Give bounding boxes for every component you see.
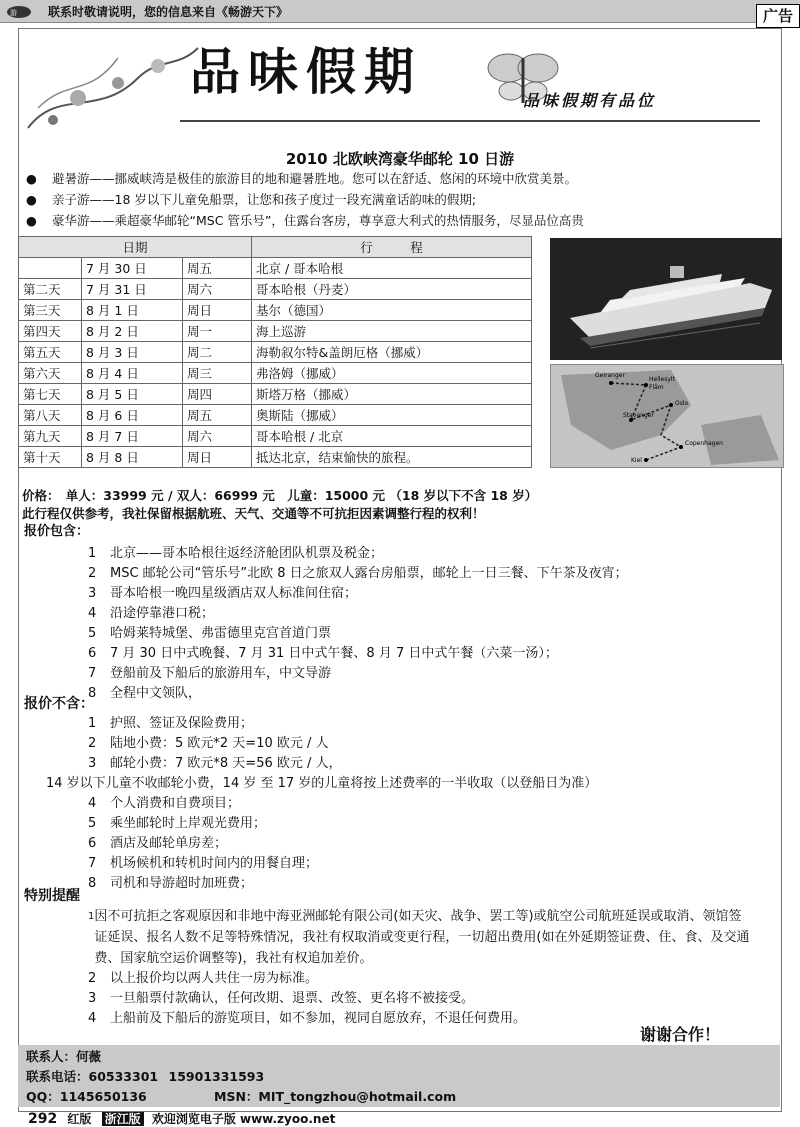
cell-day: 第四天	[19, 321, 82, 342]
cell-date: 8 月 6 日	[82, 405, 183, 426]
source-notice: 联系时敬请说明，您的信息来自《畅游天下》	[48, 5, 289, 19]
map-label: Stavanger	[623, 412, 654, 419]
map-label: Geiranger	[595, 372, 625, 379]
cell-weekday: 周日	[183, 447, 252, 468]
list-item-text: 一旦船票付款确认，任何改期、退票、改签、更名将不被接受。	[110, 991, 475, 1006]
banner-slogan: 品味假期有品位	[523, 91, 657, 110]
table-row	[19, 279, 532, 300]
bullet-text: 避暑游——挪威峡湾是极佳的旅游目的地和避暑胜地。您可以在舒适、悠闲的环境中欣赏美景。	[52, 171, 578, 186]
bullet-item	[26, 210, 584, 231]
bullet-icon: ●	[26, 171, 37, 186]
bullet-text: 亲子游——18 岁以下儿童免船票，让您和孩子度过一段充满童话韵味的假期;	[52, 192, 477, 207]
price-line: 价格： 单人：33999 元 / 双人：66999 元 儿童：15000 元 （18 岁以下不含 18 岁）	[22, 488, 538, 503]
list-item-text: 酒店及邮轮单房差；	[110, 836, 228, 851]
cell-weekday: 周日	[183, 300, 252, 321]
magazine-logo-icon	[6, 3, 32, 19]
bullet-icon: ●	[26, 192, 37, 207]
mobile-number: 15901331593	[168, 1069, 265, 1084]
cell-route: 抵达北京，结束愉快的旅程。	[252, 447, 532, 468]
list-item-text: 7 月 30 日中式晚餐、7 月 31 日中式午餐、8 月 7 日中式午餐（六菜一汤）；	[110, 646, 558, 661]
tour-headline: 2010 北欧峡湾豪华邮轮 10 日游	[285, 150, 515, 168]
highlight-bullets	[26, 168, 584, 231]
cell-day: 第八天	[19, 405, 82, 426]
cell-day: 第五天	[19, 342, 82, 363]
list-item: 5 哈姆莱特城堡、弗雷德里克宫首道门票	[88, 624, 628, 644]
cell-route: 哥本哈根（丹麦）	[252, 279, 532, 300]
excluded-heading: 报价不含：	[24, 696, 94, 712]
price-disclaimer: 此行程仅供参考，我社保留根据航班、天气、交通等不可抗拒因素调整行程的权利！	[22, 506, 485, 521]
cell-route: 弗洛姆（挪威）	[252, 363, 532, 384]
list-item: 3 哥本哈根一晚四星级酒店双人标准间住宿；	[88, 584, 628, 604]
cell-day: 第六天	[19, 363, 82, 384]
notice-heading: 特别提醒	[24, 888, 80, 904]
list-item: 2 以上报价均以两人共住一房为标准。	[88, 969, 754, 989]
table-row	[19, 363, 532, 384]
cell-day: 第九天	[19, 426, 82, 447]
table-row	[19, 384, 532, 405]
list-item: 6 酒店及邮轮单房差；	[88, 834, 597, 854]
list-item: 2 陆地小费：5 欧元*2 天=10 欧元 / 人	[88, 734, 597, 754]
cell-weekday: 周二	[183, 342, 252, 363]
list-item-text: 以上报价均以两人共住一房为标准。	[110, 971, 319, 986]
cell-route: 奥斯陆（挪威）	[252, 405, 532, 426]
list-item-text: 哥本哈根一晚四星级酒店双人标准间住宿；	[110, 586, 358, 601]
phone-number: 60533301	[88, 1069, 159, 1084]
cell-date: 8 月 2 日	[82, 321, 183, 342]
cell-day: 第十天	[19, 447, 82, 468]
list-item-text: 邮轮小费：7 欧元*8 天=56 欧元 / 人，	[110, 756, 342, 771]
contact-phone-row	[18, 1067, 780, 1087]
list-item: 1 北京——哥本哈根往返经济舱团队机票及税金；	[88, 544, 628, 564]
list-item-text: 全程中文领队，	[110, 686, 202, 701]
list-item: 8 司机和导游超时加班费；	[88, 874, 597, 894]
table-row	[19, 258, 532, 279]
list-item: 5 乘坐邮轮时上岸观光费用；	[88, 814, 597, 834]
table-row	[19, 342, 532, 363]
list-item-text: 沿途停靠港口税；	[110, 606, 215, 621]
cell-day	[19, 258, 82, 279]
cell-date: 7 月 31 日	[82, 279, 183, 300]
cruise-ship-photo	[550, 238, 782, 360]
svg-text:游: 游	[10, 9, 17, 17]
route-map-icon	[551, 365, 783, 467]
table-header	[19, 237, 532, 258]
cell-date: 8 月 7 日	[82, 426, 183, 447]
cell-weekday: 周三	[183, 363, 252, 384]
bullet-item	[26, 189, 584, 210]
cruise-ship-icon	[550, 238, 782, 360]
map-label: Flåm	[649, 384, 664, 391]
table-row	[19, 426, 532, 447]
route-map	[550, 364, 784, 468]
ad-tag: 广告	[756, 4, 800, 28]
list-item-text: 护照、签证及保险费用；	[110, 716, 254, 731]
included-heading: 报价包含：	[24, 524, 90, 539]
included-section	[24, 522, 628, 704]
table-row	[19, 447, 532, 468]
list-item-text: 司机和导游超时加班费；	[110, 876, 254, 891]
msn-address: MSN：MIT_tongzhou@hotmail.com	[214, 1089, 457, 1104]
cell-route: 海勒叙尔特&盖朗厄格（挪威）	[252, 342, 532, 363]
excluded-section	[24, 694, 597, 894]
list-item: 4 上船前及下船后的游览项目，如不参加，视同自愿放弃，不退任何费用。	[88, 1009, 754, 1029]
cell-weekday: 周四	[183, 384, 252, 405]
cell-route: 基尔（德国）	[252, 300, 532, 321]
cell-weekday: 周五	[183, 405, 252, 426]
header-route: 行 程	[252, 237, 532, 258]
cell-route: 斯塔万格（挪威）	[252, 384, 532, 405]
list-item-text: 因不可抗拒之客观原因和非地中海亚洲邮轮有限公司(如天灾、战争、罢工等)或航空公司航班延误或取消、领馆签证延误、报名人数不足等特殊情况，我社有权取消或变更行程，一切超出费用(如在外延期签证费、住、食、及交通费、国家航空运价调整等)，我社有权追加差价。	[94, 909, 750, 966]
cell-day: 第七天	[19, 384, 82, 405]
banner-divider	[180, 120, 760, 122]
list-item-text: 乘坐邮轮时上岸观光费用；	[110, 816, 267, 831]
list-item: 4 沿途停靠港口税；	[88, 604, 628, 624]
itinerary-table	[18, 236, 532, 468]
bullet-icon: ●	[26, 213, 37, 228]
cell-route: 海上巡游	[252, 321, 532, 342]
top-bar	[0, 0, 800, 23]
cell-day: 第二天	[19, 279, 82, 300]
phone-label: 联系电话：	[26, 1069, 89, 1084]
qq-number: QQ：1145650136	[26, 1089, 147, 1104]
contact-im-row	[18, 1087, 780, 1107]
list-item: 1 因不可抗拒之客观原因和非地中海亚洲邮轮有限公司(如天灾、战争、罢工等)或航空公司航班延误或取消、领馆签证延误、报名人数不足等特殊情况，我社有权取消或变更行程，一切超出费用(如在外延期签证费、住、食、及交通费、国家航空运价调整等)，我社有权追加差价。	[88, 906, 754, 969]
list-item-text: 个人消费和自费项目；	[110, 796, 241, 811]
cell-weekday: 周六	[183, 426, 252, 447]
notice-section	[24, 886, 754, 1029]
list-item: 1 护照、签证及保险费用；	[88, 714, 597, 734]
cell-route: 哥本哈根 / 北京	[252, 426, 532, 447]
list-item-text: 北京——哥本哈根往返经济舱团队机票及税金；	[110, 546, 384, 561]
table-row	[19, 300, 532, 321]
list-item: 3 一旦船票付款确认，任何改期、退票、改签、更名将不被接受。	[88, 989, 754, 1009]
cell-date: 8 月 4 日	[82, 363, 183, 384]
list-item-text: 登船前及下船后的旅游用车，中文导游	[110, 666, 332, 681]
footer-website-text: 欢迎浏览电子版 www.zyoo.net	[151, 1112, 336, 1126]
table-row	[19, 405, 532, 426]
map-label: Hellesylt	[649, 376, 675, 383]
list-item-text: 上船前及下船后的游览项目，如不参加，视同自愿放弃，不退任何费用。	[110, 1011, 527, 1026]
map-label: Oslo	[675, 400, 689, 407]
banner-title: 品味假期	[190, 42, 422, 101]
cell-date: 7 月 30 日	[82, 258, 183, 279]
bullet-text: 豪华游——乘超豪华邮轮“MSC 管乐号”，住露台客房，尊享意大利式的热情服务，尽显品位高贵	[52, 213, 584, 228]
cell-date: 8 月 1 日	[82, 300, 183, 321]
contact-box	[18, 1045, 780, 1107]
edition-label: 红版	[67, 1112, 92, 1126]
list-item-text: 陆地小费：5 欧元*2 天=10 欧元 / 人	[110, 736, 329, 751]
map-label: Copenhagen	[685, 440, 723, 447]
thanks-text: 谢谢合作！	[640, 1025, 721, 1044]
cell-weekday: 周五	[183, 258, 252, 279]
cell-date: 8 月 5 日	[82, 384, 183, 405]
contact-person: 联系人：何薇	[26, 1049, 102, 1064]
cell-weekday: 周一	[183, 321, 252, 342]
price-block	[22, 487, 537, 523]
child-tip-note: 14 岁以下儿童不收邮轮小费，14 岁 至 17 岁的儿童将按上述费率的一半收取（以登船日为准）	[46, 776, 598, 791]
cell-weekday: 周六	[183, 279, 252, 300]
banner	[18, 28, 780, 138]
map-label: Kiel	[631, 457, 642, 464]
list-item: 2 MSC 邮轮公司“管乐号”北欧 8 日之旅双人露台房船票，邮轮上一日三餐、下午茶及夜宵；	[88, 564, 628, 584]
page-number: 292	[28, 1111, 58, 1127]
list-item: 8 全程中文领队，	[88, 684, 628, 704]
list-item: 6 7 月 30 日中式晚餐、7 月 31 日中式午餐、8 月 7 日中式午餐（六菜一汤）；	[88, 644, 628, 664]
list-item: 3 邮轮小费：7 欧元*8 天=56 欧元 / 人，	[88, 754, 597, 774]
page-footer	[18, 1110, 368, 1127]
cell-day: 第三天	[19, 300, 82, 321]
list-item: 7 机场候机和转机时间内的用餐自理；	[88, 854, 597, 874]
header-date: 日期	[19, 237, 252, 258]
cell-date: 8 月 8 日	[82, 447, 183, 468]
bullet-item	[26, 168, 584, 189]
cell-route: 北京 / 哥本哈根	[252, 258, 532, 279]
list-item-text: MSC 邮轮公司“管乐号”北欧 8 日之旅双人露台房船票，邮轮上一日三餐、下午茶及夜宵；	[110, 566, 628, 581]
list-item-text: 机场候机和转机时间内的用餐自理；	[110, 856, 319, 871]
list-item-text: 哈姆莱特城堡、弗雷德里克宫首道门票	[110, 626, 332, 641]
list-item: 4 个人消费和自费项目；	[88, 794, 597, 814]
cell-date: 8 月 3 日	[82, 342, 183, 363]
region-label: 浙江版	[102, 1112, 144, 1126]
table-row	[19, 321, 532, 342]
list-item: 7 登船前及下船后的旅游用车，中文导游	[88, 664, 628, 684]
